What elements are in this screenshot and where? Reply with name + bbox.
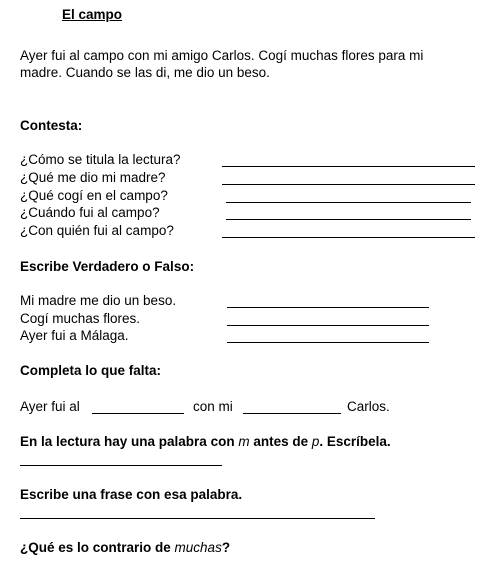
heading-text-c: . Escríbela. (319, 434, 391, 449)
answer-line-1[interactable] (222, 166, 475, 167)
section-heading-contrario (20, 540, 230, 556)
section-heading-palabra-mp (20, 434, 391, 450)
answer-line-2[interactable] (222, 184, 475, 185)
answer-line-3[interactable] (226, 202, 471, 203)
page-title: El campo (62, 7, 123, 22)
sentence-answer-line[interactable] (20, 518, 375, 519)
section-heading-frase: Escribe una frase con esa palabra. (20, 487, 243, 502)
section-heading-contesta: Contesta: (20, 118, 83, 133)
question-1: ¿Cómo se titula la lectura? (20, 152, 181, 167)
heading-text-a: En la lectura hay una palabra con (20, 434, 239, 449)
reading-line-1: Ayer fui al campo con mi amigo Carlos. Cogí muchas flores para mi (20, 48, 424, 63)
heading6-text-b: ? (221, 540, 231, 555)
question-2: ¿Qué me dio mi madre? (20, 170, 166, 185)
true-false-line-3[interactable] (227, 342, 429, 343)
answer-line-4[interactable] (226, 219, 471, 220)
true-false-line-2[interactable] (227, 325, 429, 326)
fill-text-2: con mi (193, 399, 233, 414)
fill-blank-1[interactable] (92, 413, 184, 414)
question-3: ¿Qué cogí en el campo? (20, 188, 168, 203)
heading-text-b: antes de (249, 434, 312, 449)
question-4: ¿Cuándo fui al campo? (20, 205, 160, 220)
reading-line-2: madre. Cuando se las di, me dio un beso. (20, 65, 270, 80)
letter-p: p (311, 434, 320, 449)
letter-m: m (238, 434, 250, 449)
fill-text-3: Carlos. (347, 399, 390, 414)
statement-1: Mi madre me dio un beso. (20, 293, 177, 308)
heading6-text-a: ¿Qué es lo contrario de (20, 540, 175, 555)
fill-text-1: Ayer fui al (20, 399, 80, 414)
section-heading-completa: Completa lo que falta: (20, 363, 162, 378)
answer-line-5[interactable] (222, 237, 475, 238)
statement-2: Cogí muchas flores. (20, 311, 141, 326)
fill-blank-2[interactable] (243, 413, 341, 414)
word-answer-line[interactable] (20, 465, 222, 466)
section-heading-verdadero-falso: Escribe Verdadero o Falso: (20, 259, 195, 274)
true-false-line-1[interactable] (227, 307, 429, 308)
statement-3: Ayer fui a Málaga. (20, 328, 129, 343)
word-muchas: muchas (174, 540, 222, 555)
question-5: ¿Con quién fui al campo? (20, 223, 174, 238)
